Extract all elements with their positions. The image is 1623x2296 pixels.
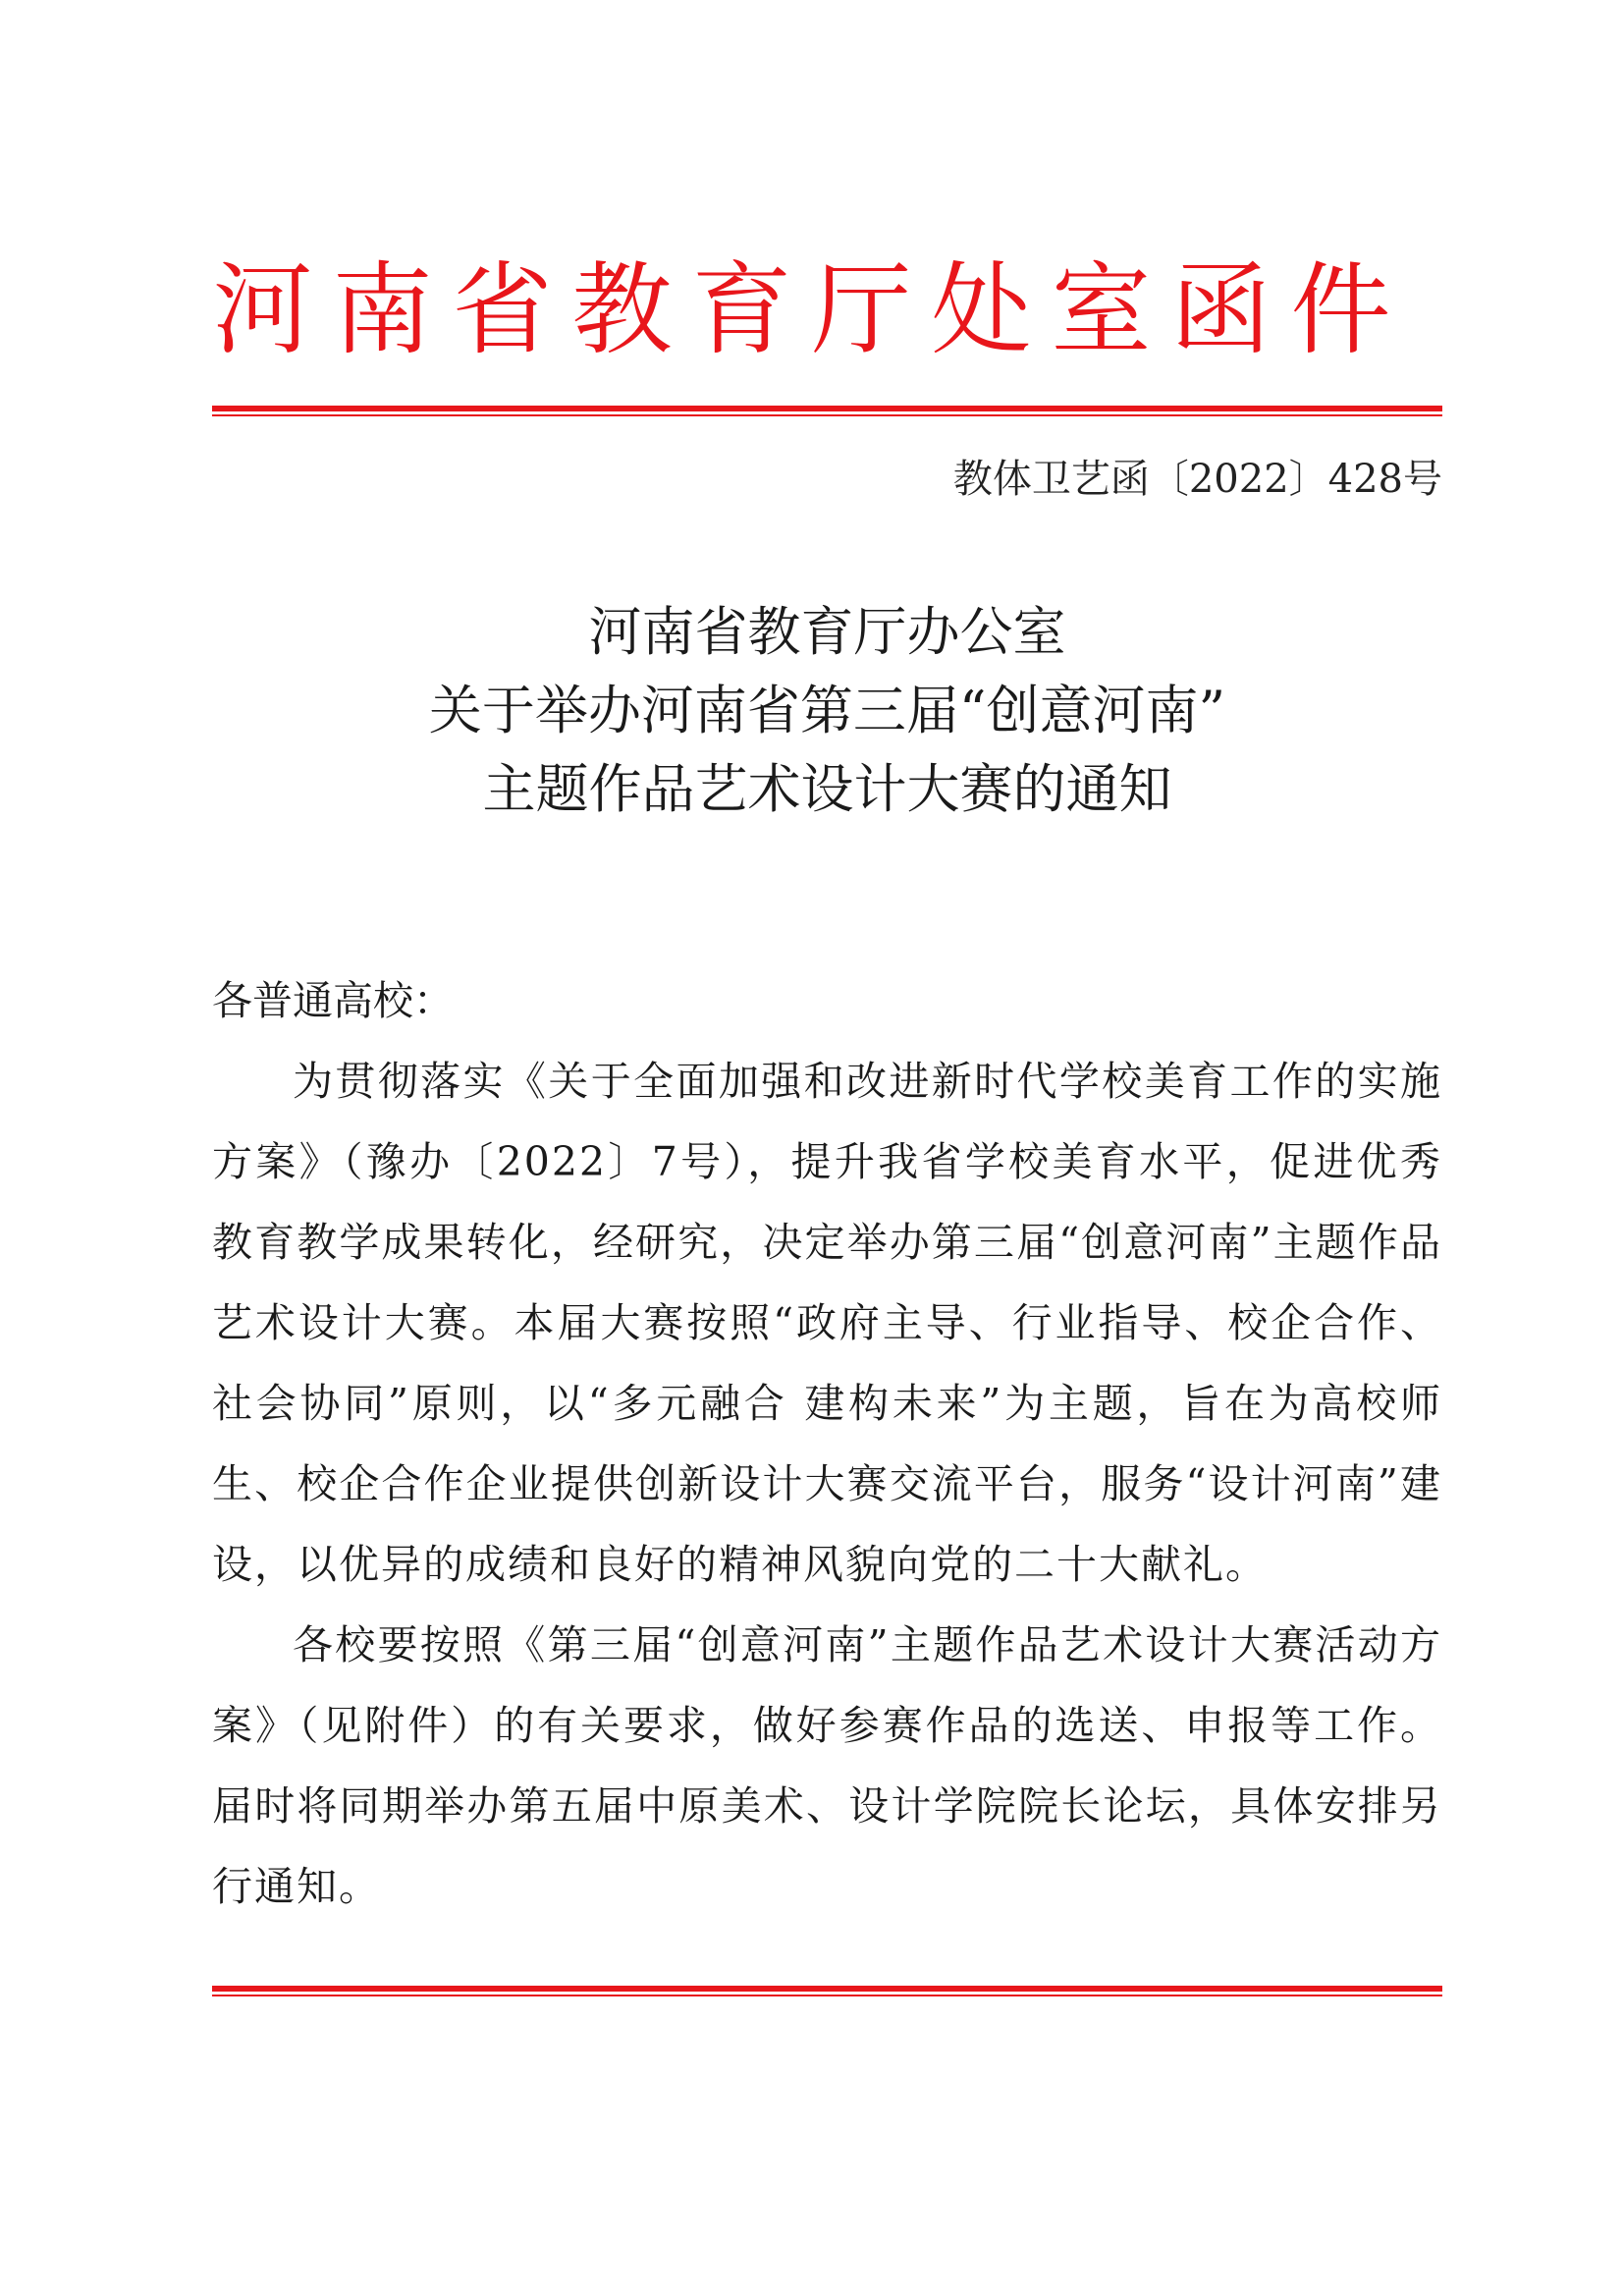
document-body bbox=[212, 960, 1442, 1927]
title-line: 主题作品艺术设计大赛的通知 bbox=[482, 758, 1172, 820]
document-title bbox=[212, 593, 1442, 829]
body-paragraph: 各校要按照《第三届“创意河南”主题作品艺术设计大赛活动方案》（见附件）的有关要求，做好参赛作品的选送、申报等工作。届时将同期举办第五届中原美术、设计学院院长论坛，具体安排另行通知。 bbox=[212, 1621, 1442, 1910]
title-line: 河南省教育厅办公室 bbox=[588, 601, 1066, 663]
footer-divider bbox=[212, 1986, 1442, 1996]
salutation: 各普通高校： bbox=[212, 977, 454, 1024]
body-paragraph: 为贯彻落实《关于全面加强和改进新时代学校美育工作的实施方案》（豫办〔2022〕7号），提升我省学校美育水平，促进优秀教育教学成果转化，经研究，决定举办第三届“创意河南”主题作品艺术设计大赛。本届大赛按照“政府主导、行业指导、校企合作、社会协同”原则，以“多元融合 建构未来”为主题，旨在为高校师生、校企合作企业提供创新设计大赛交流平台，服务“设计河南”建设，以优异的成绩和良好的精神风貌向党的二十大献礼。 bbox=[212, 1058, 1442, 1588]
document-masthead: 河南省教育厅处室函件 bbox=[212, 252, 1411, 369]
title-line: 关于举办河南省第三届“创意河南” bbox=[428, 680, 1226, 741]
header-divider bbox=[212, 406, 1442, 416]
document-number: 教体卫艺函〔2022〕428号 bbox=[952, 457, 1442, 502]
